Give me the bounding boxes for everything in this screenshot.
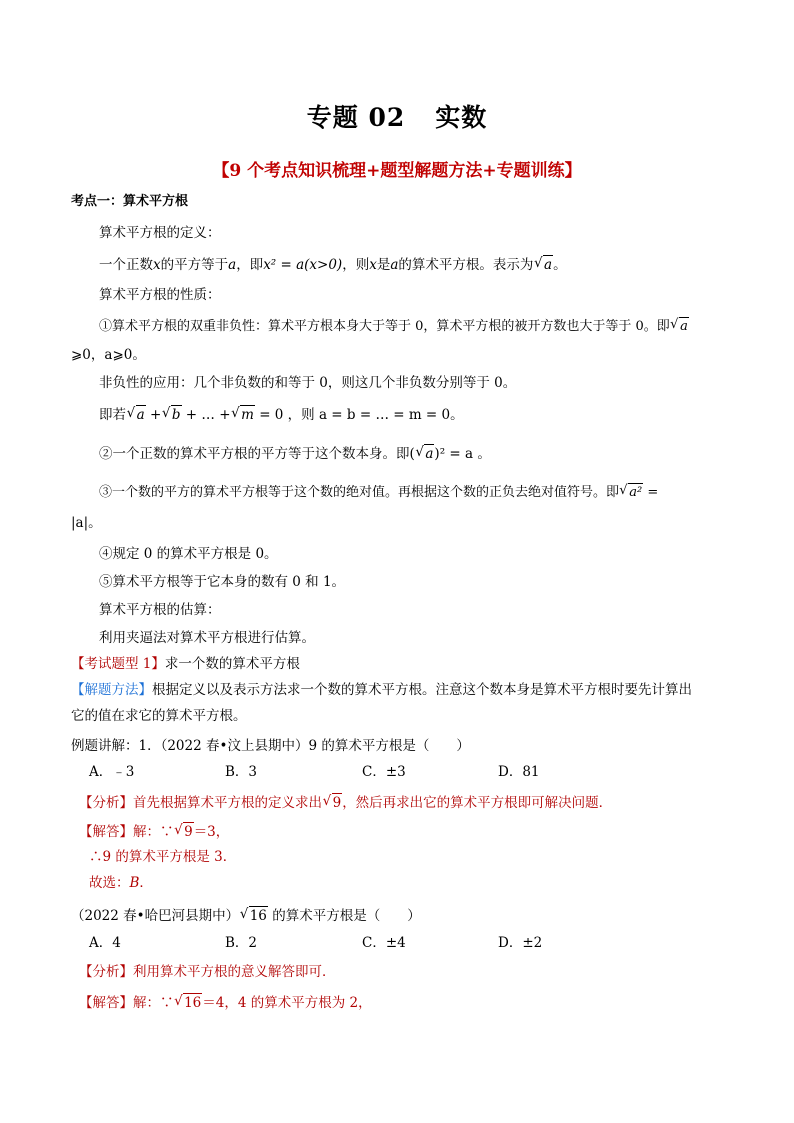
exam-type-tag: 【考试题型 1】 xyxy=(71,656,165,672)
example-2-option-a: A．4 xyxy=(89,935,121,951)
example-1-answer-conclusion: ∴9 的算术平方根是 3． xyxy=(89,849,237,865)
property-4: ④规定 0 的算术平方根是 0。 xyxy=(99,546,278,562)
property-3-line-1: ③一个数的平方的算术平方根等于这个数的绝对值。再根据这个数的正负去绝对值符号。即 √ a² = xyxy=(99,483,658,502)
sqrt-a: √ a xyxy=(543,255,553,274)
property-1-line-2: ⩾0，a⩾0。 xyxy=(71,347,146,363)
nonnegative-application: 非负性的应用：几个非负数的和等于 0，则这几个非负数分别等于 0。 xyxy=(99,375,517,391)
example-2-option-b: B．2 xyxy=(225,935,258,951)
page-subtitle: 【9 个考点知识梳理+题型解题方法+专题训练】 xyxy=(212,161,582,181)
property-5: ⑤算术平方根等于它本身的数有 0 和 1。 xyxy=(99,574,346,590)
example-1-option-d: D．81 xyxy=(498,764,540,780)
solution-method-tag: 【解题方法】 xyxy=(71,682,152,698)
example-2-question: （2022 春•哈巴河县期中） √ 16 的算术平方根是（ ） xyxy=(71,906,421,925)
solution-method-line-1: 【解题方法】根据定义以及表示方法求一个数的算术平方根。注意这个数本身是算术平方根时要先计算出 xyxy=(71,682,692,698)
solution-method-line-2: 它的值在求它的算术平方根。 xyxy=(71,708,247,724)
estimate-text: 利用夹逼法对算术平方根进行估算。 xyxy=(99,630,315,646)
property-label: 算术平方根的性质： xyxy=(99,287,221,303)
definition-formula: x² = a(x>0) xyxy=(263,257,343,273)
estimate-label: 算术平方根的估算： xyxy=(99,602,221,618)
example-1-choice: 故选：B． xyxy=(89,875,153,891)
example-2-answer: 【解答】解：∵ √ 16＝4，4 的算术平方根为 2， xyxy=(79,993,372,1012)
example-2-option-c: C．±4 xyxy=(362,935,406,951)
definition-text: 一个正数x的平方等于a，即x² = a(x>0)，则x是a的算术平方根。表示为 √ a。 xyxy=(99,255,567,274)
title-part-1: 专题 02 xyxy=(306,103,406,132)
example-1-question: 例题讲解：1．（2022 春•汶上县期中）9 的算术平方根是（ ） xyxy=(71,738,470,754)
example-2-option-d: D．±2 xyxy=(498,935,543,951)
example-1-option-c: C．±3 xyxy=(362,764,406,780)
example-1-answer: 【解答】解：∵ √ 9＝3， xyxy=(79,822,229,841)
exam-type-1: 【考试题型 1】求一个数的算术平方根 xyxy=(71,656,300,672)
property-1-line-1: ①算术平方根的双重非负性：算术平方根本身大于等于 0，算术平方根的被开方数也大于等于 0。即 √ a xyxy=(99,317,689,336)
property-3-line-2: |a|。 xyxy=(71,515,102,531)
definition-label: 算术平方根的定义： xyxy=(99,225,221,241)
title-part-2: 实数 xyxy=(435,103,488,132)
nonnegative-formula: 即若 √ a + √ b + … + √ m = 0 ，则 a = b = … = m = 0。 xyxy=(99,405,464,424)
page-title xyxy=(0,98,794,134)
property-2: ②一个正数的算术平方根的平方等于这个数本身。即( √ a)² = a 。 xyxy=(99,444,491,463)
example-1-option-a: A．﹣3 xyxy=(89,764,135,780)
section-heading: 考点一：算术平方根 xyxy=(71,194,189,209)
example-1-option-b: B．3 xyxy=(225,764,258,780)
example-2-analysis: 【分析】利用算术平方根的意义解答即可． xyxy=(79,964,336,980)
example-1-analysis: 【分析】首先根据算术平方根的定义求出 √ 9，然后再求出它的算术平方根即可解决问题． xyxy=(79,793,612,812)
